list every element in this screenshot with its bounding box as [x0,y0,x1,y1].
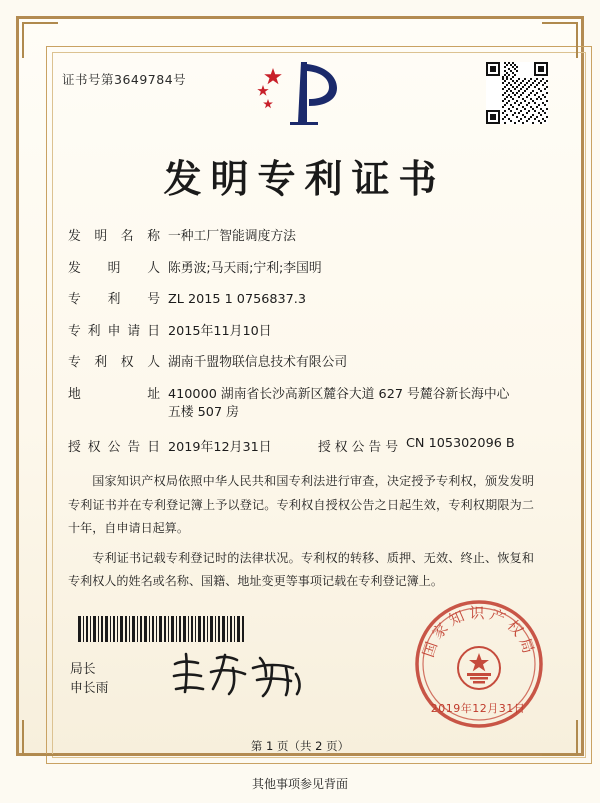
director-signature [165,648,310,702]
director-block [70,660,108,698]
certificate-number: 证书号第3649784号 [62,72,187,87]
page-number: 第 1 页（共 2 页） [250,739,350,753]
director-name: 申长雨 [70,681,109,697]
field-value-inventors: 陈勇波;马天雨;宁利;李国明 [168,260,322,276]
field-application-date [68,323,534,342]
barcode-icon [78,616,246,642]
field-value-application-date: 2015年11月10日 [168,323,272,339]
svg-text:国家知识产权局: 国家知识产权局 [419,604,539,660]
legal-paragraph-2: 专利证书记载专利登记时的法律状况。专利权的转移、质押、无效、终止、恢复和专利权人的姓名或名称、国籍、地址变更等事项记载在专利登记簿上。 [68,550,534,589]
field-label-application-date: 专利申请日 [68,323,160,339]
cnipa-logo-icon [245,58,355,130]
field-label-patent-number: 专利号 [68,292,160,308]
back-side-note: 其他事项参见背面 [251,777,348,791]
field-label-patentee: 专利权人 [68,355,160,371]
qr-code-icon [486,62,548,124]
corner-ornament-top-right [542,22,578,58]
field-value-invention-name: 一种工厂智能调度方法 [168,229,296,244]
corner-ornament-top-left [22,22,58,58]
field-value-address-line2: 五楼 507 房 [168,405,239,421]
field-grant-row [68,436,534,455]
field-inventors [68,260,534,279]
field-label-address: 地址 [68,386,160,402]
field-value-address [160,386,534,423]
patent-fields [68,228,534,468]
field-value-grant-date: 2019年12月31日 [168,439,272,455]
field-address [68,386,534,423]
field-grant-number [318,436,534,455]
legal-text [68,470,534,600]
page-title: 发明专利证书 [163,157,446,201]
seal-date: 2019年12月31日 [430,702,526,715]
field-invention-name [68,228,534,247]
director-title-label: 局长 [70,662,96,677]
field-grant-date [68,436,318,455]
field-label-invention-name: 发明名称 [68,229,160,244]
field-label-grant-date: 授权公告日 [68,439,160,455]
field-patent-number [68,291,534,310]
field-patentee [68,354,534,373]
field-value-patent-number: ZL 2015 1 0756837.3 [168,292,307,308]
field-value-grant-number: CN 105302096 B [406,435,515,451]
field-value-patentee: 湖南千盟物联信息技术有限公司 [168,355,348,371]
legal-paragraph-1: 国家知识产权局依照中华人民共和国专利法进行审查，决定授予专利权，颁发发明专利证书并在专利登记簿上予以登记。专利权自授权公告之日起生效，专利权期限为二十年，自申请日起算。 [68,474,534,536]
field-label-inventors: 发明人 [68,260,160,276]
field-value-address-line1: 410000 湖南省长沙高新区麓谷大道 627 号麓谷新长海中心 [168,386,510,402]
field-label-grant-number: 授权公告号 [318,439,398,455]
